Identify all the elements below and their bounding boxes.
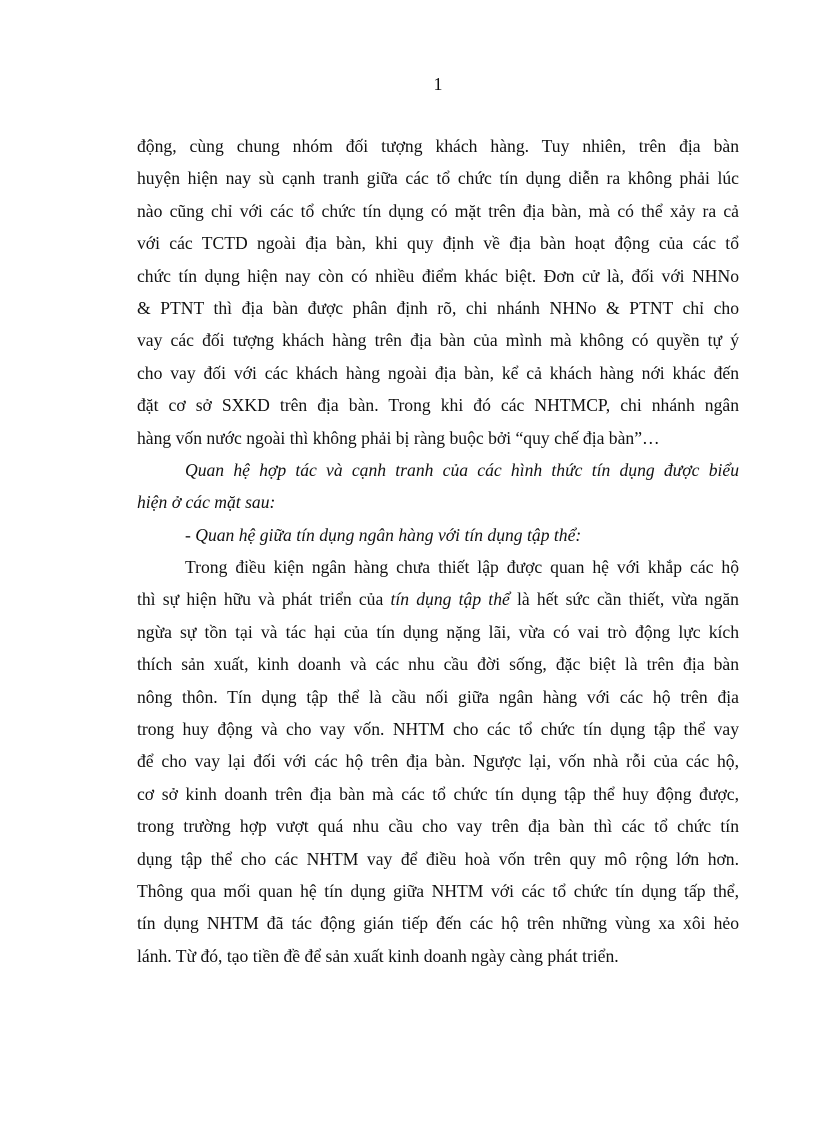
- text-line: Thông qua mối quan hệ tín dụng giữa NHTM với các tổ chức tín dụng tấp thể,: [137, 880, 739, 901]
- subheading: [137, 519, 739, 551]
- text-line: Quan hệ hợp tác và cạnh tranh của các hình thức tín dụng được biểu: [185, 459, 739, 480]
- page-number: 1: [433, 74, 443, 94]
- text-line: đặt cơ sở SXKD trên địa bàn. Trong khi đó các NHTMCP, chi nhánh ngân: [137, 395, 739, 416]
- text-line: chức tín dụng hiện nay còn có nhiều điểm khác biệt. Đơn cử là, đối với NHNo: [137, 265, 739, 286]
- paragraph-1: [137, 130, 739, 454]
- text-line: hàng vốn nước ngoài thì không phải bị ràng buộc bởi “quy chế địa bàn”…: [137, 427, 660, 448]
- text-line: cơ sở kinh doanh trên địa bàn mà các tổ chức tín dụng tập thể huy động được,: [137, 783, 739, 804]
- text-line: hiện ở các mặt sau:: [137, 492, 276, 513]
- text-line: thích sản xuất, kinh doanh và các nhu cầu đời sống, đặc biệt là trên địa bàn: [137, 654, 739, 675]
- italic-term: tín dụng tập thể: [390, 589, 510, 610]
- text-line: dụng tập thể cho các NHTM vay để điều hoà vốn trên quy mô rộng lớn hơn.: [137, 848, 739, 869]
- text-line: cho vay đối với các khách hàng ngoài địa bàn, kể cả khách hàng nới khác đến: [137, 362, 739, 383]
- text-fragment: là hết sức cần thiết, vừa ngăn: [509, 589, 739, 610]
- text-line: lánh. Từ đó, tạo tiền đề để sản xuất kinh doanh ngày càng phát triển.: [137, 945, 619, 966]
- text-line: trong trường hợp vượt quá nhu cầu cho vay trên địa bàn thì các tổ chức tín: [137, 816, 739, 837]
- text-fragment: thì sự hiện hữu và phát triển của: [137, 589, 391, 610]
- text-line: Trong điều kiện ngân hàng chưa thiết lập được quan hệ với khắp các hộ: [185, 557, 739, 578]
- text-line: trong huy động và cho vay vốn. NHTM cho các tổ chức tín dụng tập thể vay: [137, 719, 739, 740]
- paragraph-2: [137, 454, 739, 519]
- text-line: & PTNT thì địa bàn được phân định rõ, chi nhánh NHNo & PTNT chỉ cho: [137, 297, 739, 318]
- text-line: nông thôn. Tín dụng tập thể là cầu nối giữa ngân hàng với các hộ trên địa: [137, 686, 739, 707]
- text-line: động, cùng chung nhóm đối tượng khách hàng. Tuy nhiên, trên địa bàn: [137, 136, 739, 156]
- text-line: vay các đối tượng khách hàng trên địa bàn của mình mà không có quyền tự ý: [137, 330, 739, 351]
- body-text: [137, 130, 739, 972]
- text-line: [137, 583, 739, 615]
- text-line: tín dụng NHTM đã tác động gián tiếp đến các hộ trên những vùng xa xôi hẻo: [137, 913, 739, 934]
- text-line: với các TCTD ngoài địa bàn, khi quy định về địa bàn hoạt động của các tổ: [137, 233, 739, 254]
- text-line: để cho vay lại đối với các hộ trên địa bàn. Ngược lại, vốn nhà rỗi của các hộ,: [137, 751, 739, 772]
- text-line: ngừa sự tồn tại và tác hại của tín dụng nặng lãi, vừa có vai trò động lực kích: [137, 621, 739, 642]
- text-line: nào cũng chỉ với các tổ chức tín dụng có mặt trên địa bàn, mà có thể xảy ra cả: [137, 200, 739, 221]
- text-line: huyện hiện nay sù cạnh tranh giữa các tổ chức tín dụng diễn ra không phải lúc: [137, 168, 739, 189]
- text-line: - Quan hệ giữa tín dụng ngân hàng với tín dụng tập thể:: [185, 524, 582, 545]
- paragraph-4: [137, 551, 739, 972]
